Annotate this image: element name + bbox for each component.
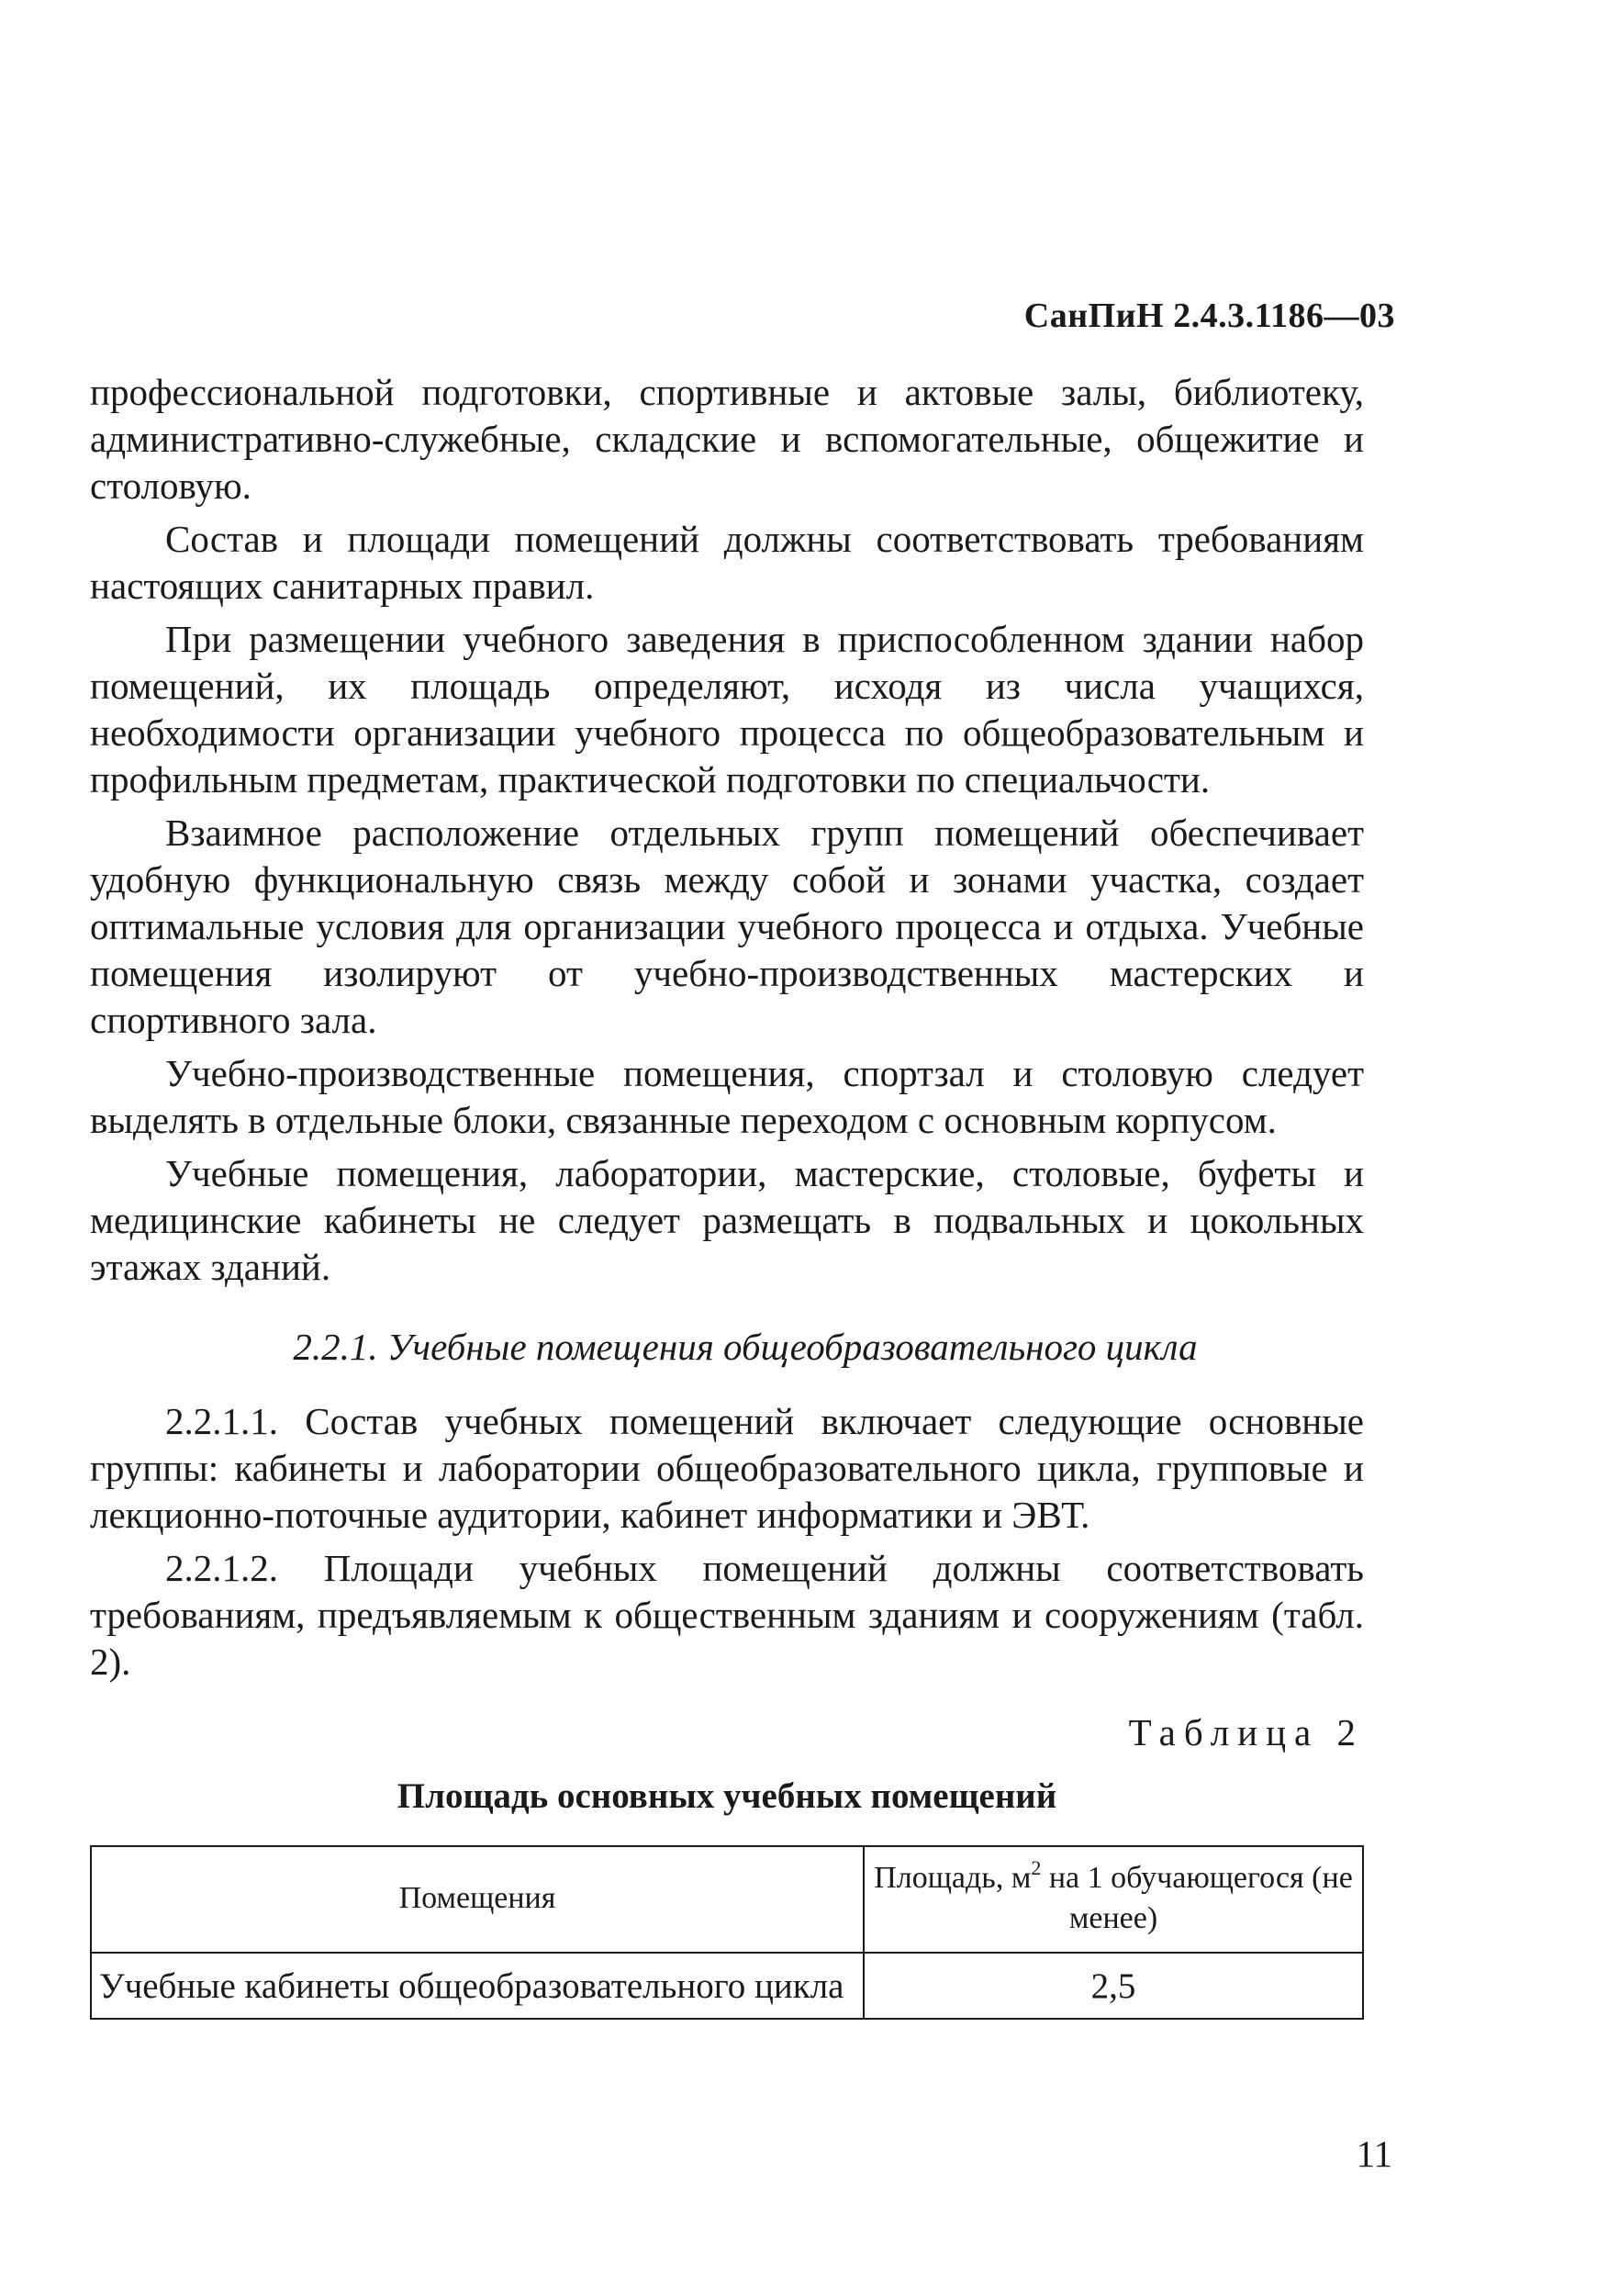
document-body — [90, 369, 1364, 2020]
paragraph: Взаимное расположение отдельных групп помещений обеспечивает удобную функциональную связь между собой и зонами участка, создает оптимальные условия для организации учебного процесса и отдыха. Учебные помещения изолируют от учебно-производственных мастерских и спортивного зала. — [90, 812, 1364, 1041]
table-row — [91, 1953, 1363, 2019]
area-unit-exponent: 2 — [1031, 1855, 1042, 1879]
table-title: Площадь основных учебных помещений — [397, 1776, 1057, 1816]
column-header-area — [864, 1846, 1363, 1953]
table-label: Таблица 2 — [1128, 1711, 1364, 1753]
paragraph: При размещении учебного заведения в приспособленном здании набор помещений, их площадь определяют, исходя из числа учащихся, необходимости организации учебного процесса по общеобразовательным и профильным предметам, практической подготовки по специальчости. — [90, 618, 1364, 801]
section-heading: 2.2.1. Учебные помещения общеобразовательного цикла — [293, 1326, 1198, 1368]
area-table — [90, 1845, 1364, 2020]
clause-paragraph: 2.2.1.1. Состав учебных помещений включает следующие основные группы: кабинеты и лаборатории общеобразовательного цикла, групповые и лекционно-поточные аудитории, кабинет информатики и ЭВТ. — [90, 1400, 1364, 1536]
paragraph: Учебные помещения, лаборатории, мастерские, столовые, буфеты и медицинские кабинеты не следует размещать в подвальных и цокольных этажах зданий. — [90, 1152, 1364, 1288]
area-header-text: Площадь, м — [874, 1861, 1032, 1895]
paragraph: Учебно-производственные помещения, спортзал и столовую следует выделять в отдельные блоки, связанные переходом с основным корпусом. — [90, 1052, 1364, 1141]
room-name-cell: Учебные кабинеты общеобразовательного цикла — [91, 1953, 864, 2019]
paragraph: Состав и площади помещений должны соответствовать требованиям настоящих санитарных правил. — [90, 518, 1364, 607]
area-header-text-rest: на 1 обучающегося (не менее) — [1041, 1861, 1353, 1935]
area-value-cell: 2,5 — [864, 1953, 1363, 2019]
table-header-row — [91, 1846, 1363, 1953]
clause-paragraph: 2.2.1.2. Площади учебных помещений должны соответствовать требованиям, предъявляемым к общественным зданиям и сооружениям (табл. 2). — [90, 1547, 1364, 1683]
document-code: СанПиН 2.4.3.1186—03 — [1023, 297, 1395, 335]
column-header-rooms: Помещения — [91, 1846, 864, 1953]
page-number: 11 — [1356, 2133, 1392, 2175]
paragraph-continuation: профессиональной подготовки, спортивные и актовые залы, библиотеку, административно-служебные, складские и вспомогательные, общежитие и столовую. — [90, 371, 1364, 507]
